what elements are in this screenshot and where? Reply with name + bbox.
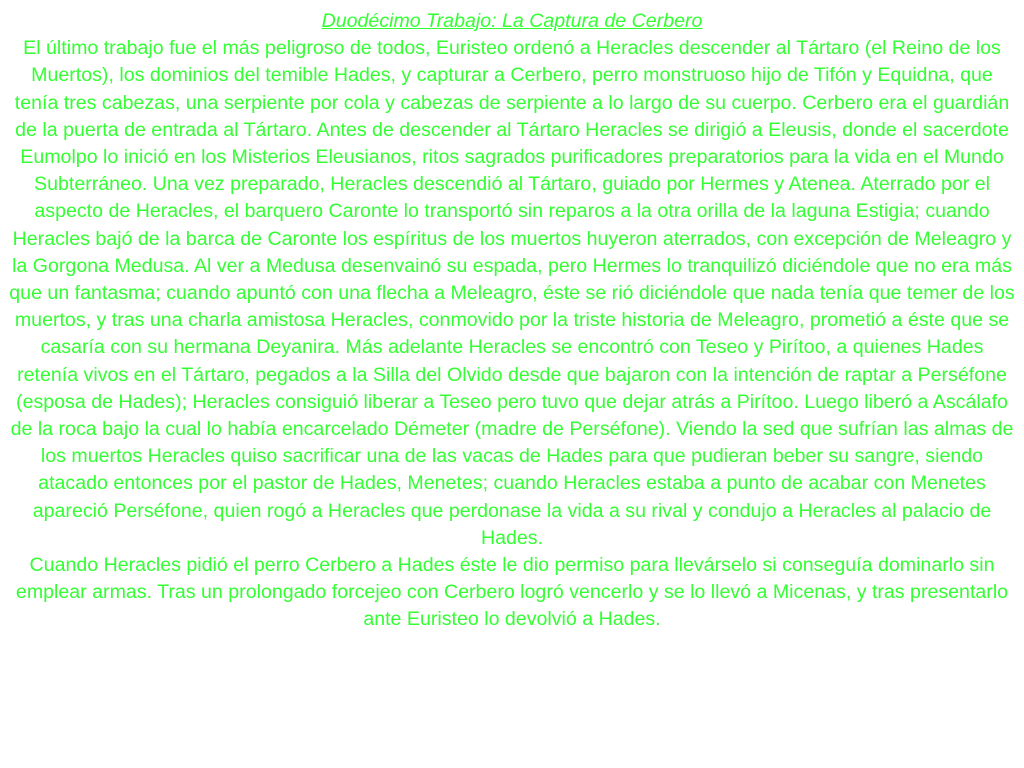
document-title: Duodécimo Trabajo: La Captura de Cerbero: [321, 10, 703, 32]
paragraph-2: Cuando Heracles pidió el perro Cerbero a Hades éste le dio permiso para llevárselo si conseguía dominarlo sin emplear armas. Tras un prolongado forcejeo con Cerbero logró vencerlo y se lo llevó a Micenas, y tras presentarlo ante Euristeo lo devolvió a Hades.: [15, 554, 1009, 631]
paragraph-1: El último trabajo fue el más peligroso de todos, Euristeo ordenó a Heracles descender al Tártaro (el Reino de los Muertos), los dominios del temible Hades, y capturar a Cerbero, perro monstruoso hijo de Tifón y Equidna, que tenía tres cabezas, una serpiente por cola y cabezas de serpiente a lo largo de su cuerpo. Cerbero era el guardián de la puerta de entrada al Tártaro. Antes de descender al Tártaro Heracles se dirigió a Eleusis, donde el sacerdote Eumolpo lo inició en los Misterios Eleusianos, ritos sagrados purificadores preparatorios para la vida en el Mundo Subterráneo. Una vez preparado, Heracles descendió al Tártaro, guiado por Hermes y Atenea. Aterrado por el aspecto de Heracles, el barquero Caronte lo transportó sin reparos a la otra orilla de la laguna Estigia; cuando Heracles bajó de la barca de Caronte los espíritus de los muertos huyeron aterrados, con excepción de Meleagro y la Gorgona Medusa. Al ver a Medusa desenvainó su espada, pero Hermes lo tranquilizó diciéndole que no era más que un fantasma; cuando apuntó con una flecha a Meleagro, éste se rió diciéndole que nada tenía que temer de los muertos, y tras una charla amistosa Heracles, conmovido por la triste historia de Meleagro, prometió a éste que se casaría con su hermana Deyanira. Más adelante Heracles se encontró con Teseo y Pirítoo, a quienes Hades retenía vivos en el Tártaro, pegados a la Silla del Olvido desde que bajaron con la intención de raptar a Perséfone (esposa de Hades); Heracles consiguió liberar a Teseo pero tuvo que dejar atrás a Pirítoo. Luego liberó a Ascálafo de la roca bajo la cual lo había encarcelado Démeter (madre de Perséfone). Viendo la sed que sufrían las almas de los muertos Heracles quiso sacrificar una de las vacas de Hades para que pudieran beber su sangre, siendo atacado entonces por el pastor de Hades, Menetes; cuando Heracles estaba a punto de acabar con Menetes apareció Perséfone, quien rogó a Heracles que perdonase la vida a su rival y condujo a Heracles al palacio de Hades.: [9, 37, 1015, 549]
